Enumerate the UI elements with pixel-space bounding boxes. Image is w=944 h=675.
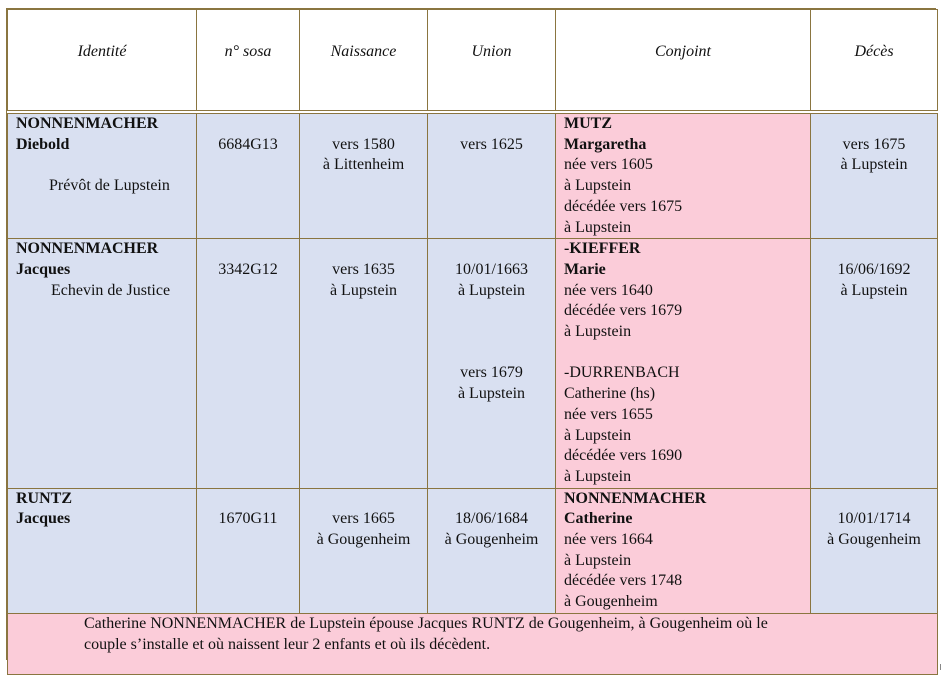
identity-cell bbox=[8, 239, 197, 488]
spouse-detail: Catherine (hs) bbox=[564, 385, 656, 403]
spouse-surname: MUTZ bbox=[564, 115, 612, 132]
spouse-detail: à Lupstein bbox=[564, 177, 632, 195]
death-date: vers 1675 bbox=[842, 135, 906, 153]
spouse-cell bbox=[556, 239, 811, 488]
birth-place: à Gougenheim bbox=[316, 531, 411, 549]
note-line: Catherine NONNENMACHER de Lupstein épouse Jacques RUNTZ de Gougenheim, à Gougenheim où le bbox=[84, 614, 768, 632]
sosa-number: 3342G12 bbox=[218, 260, 278, 278]
death-place: à Lupstein bbox=[840, 281, 908, 299]
spouse-detail: née vers 1655 bbox=[564, 405, 653, 423]
union-date-1: 10/01/1663 bbox=[455, 260, 528, 278]
person-title: Prévôt de Lupstein bbox=[49, 177, 170, 195]
header-deces: Décès bbox=[811, 10, 938, 111]
birth-cell bbox=[300, 114, 428, 239]
note-row bbox=[8, 613, 938, 674]
union-date-2: vers 1679 bbox=[460, 364, 523, 382]
table-row bbox=[8, 239, 938, 488]
spouse-detail: née vers 1640 bbox=[564, 281, 653, 299]
birth-cell bbox=[300, 488, 428, 613]
death-date: 16/06/1692 bbox=[837, 260, 911, 278]
union-cell bbox=[428, 488, 556, 613]
sosa-cell bbox=[197, 239, 300, 488]
death-cell bbox=[811, 488, 938, 613]
page-corner-mark bbox=[940, 664, 944, 670]
spouse-detail: -DURRENBACH bbox=[564, 364, 680, 382]
spouse-detail: décédée vers 1679 bbox=[564, 302, 683, 320]
birth-date: vers 1580 bbox=[332, 135, 395, 153]
death-place: à Gougenheim bbox=[827, 531, 921, 549]
union-date: 18/06/1684 bbox=[455, 510, 528, 528]
note-cell bbox=[8, 613, 938, 674]
genealogy-table bbox=[7, 9, 938, 675]
spouse-detail: décédée vers 1675 bbox=[564, 197, 683, 215]
sosa-number: 6684G13 bbox=[218, 135, 278, 153]
spouse-detail: à Lupstein bbox=[564, 467, 632, 485]
header-row bbox=[8, 10, 938, 111]
birth-cell bbox=[300, 239, 428, 488]
header-identite: Identité bbox=[8, 10, 197, 111]
table-row bbox=[8, 114, 938, 239]
union-date: vers 1625 bbox=[460, 135, 523, 153]
genealogy-table-frame bbox=[6, 8, 936, 660]
surname: NONNENMACHER bbox=[16, 240, 159, 258]
birth-place: à Littenheim bbox=[322, 156, 405, 174]
union-cell bbox=[428, 239, 556, 488]
birth-place: à Lupstein bbox=[329, 281, 398, 299]
header-union: Union bbox=[428, 10, 556, 111]
spouse-detail: à Lupstein bbox=[564, 551, 632, 569]
given-name: Diebold bbox=[16, 135, 70, 153]
spouse-detail: décédée vers 1748 bbox=[564, 572, 683, 590]
header-conjoint: Conjoint bbox=[556, 10, 811, 111]
note-line: couple s’installe et où naissent leur 2 enfants et où ils décèdent. bbox=[84, 635, 491, 653]
spouse-cell bbox=[556, 114, 811, 239]
birth-date: vers 1635 bbox=[332, 260, 395, 278]
given-name: Jacques bbox=[16, 510, 71, 528]
spouse-detail: à Lupstein bbox=[564, 426, 632, 444]
union-place: à Gougenheim bbox=[444, 531, 539, 549]
spouse-detail: née vers 1664 bbox=[564, 531, 653, 549]
birth-date: vers 1665 bbox=[332, 510, 395, 528]
spouse-cell bbox=[556, 488, 811, 613]
union-cell bbox=[428, 114, 556, 239]
spouse-detail: à Lupstein bbox=[564, 323, 632, 341]
spouse-detail: née vers 1605 bbox=[564, 156, 653, 174]
person-title: Echevin de Justice bbox=[51, 281, 171, 299]
identity-cell bbox=[8, 488, 197, 613]
union-place-2: à Lupstein bbox=[457, 385, 526, 403]
spouse-given-name: Margaretha bbox=[564, 135, 647, 153]
spouse-detail: à Gougenheim bbox=[564, 593, 658, 611]
header-sosa: n° sosa bbox=[197, 10, 300, 111]
header-naissance: Naissance bbox=[300, 10, 428, 111]
sosa-cell bbox=[197, 488, 300, 613]
surname: NONNENMACHER bbox=[16, 115, 159, 132]
sosa-cell bbox=[197, 114, 300, 239]
death-date: 10/01/1714 bbox=[837, 510, 911, 528]
given-name: Jacques bbox=[16, 260, 71, 278]
union-place-1: à Lupstein bbox=[457, 281, 526, 299]
table-row bbox=[8, 488, 938, 613]
identity-cell bbox=[8, 114, 197, 239]
death-cell bbox=[811, 114, 938, 239]
sosa-number: 1670G11 bbox=[218, 510, 278, 528]
surname: RUNTZ bbox=[16, 489, 73, 507]
spouse-given-name: Catherine bbox=[564, 510, 633, 528]
spouse-surname: -KIEFFER bbox=[564, 240, 641, 258]
spouse-detail: décédée vers 1690 bbox=[564, 447, 683, 465]
spouse-detail: à Lupstein bbox=[564, 218, 632, 236]
spouse-given-name: Marie bbox=[564, 260, 606, 278]
death-cell bbox=[811, 239, 938, 488]
death-place: à Lupstein bbox=[840, 156, 908, 174]
spouse-surname: NONNENMACHER bbox=[564, 489, 707, 507]
